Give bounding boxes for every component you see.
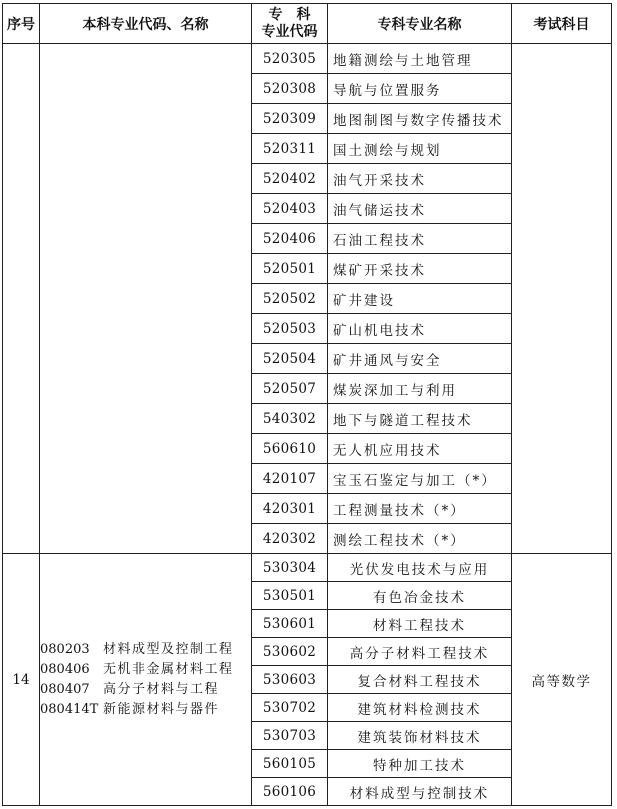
bachelor-major — [40, 700, 251, 720]
name-cell: 材料成型与控制技术 — [328, 778, 512, 806]
code-cell: 520503 — [252, 314, 328, 344]
name-cell: 矿山机电技术 — [328, 314, 512, 344]
code-cell: 520502 — [252, 284, 328, 314]
header-code-bottom: 专业代码 — [261, 23, 318, 40]
code-cell: 420107 — [252, 464, 328, 494]
code-cell: 520406 — [252, 224, 328, 254]
code-cell: 520309 — [252, 104, 328, 134]
code-cell: 520308 — [252, 74, 328, 104]
header-bachelor: 本科专业代码、名称 — [40, 4, 252, 44]
name-cell: 高分子材料工程技术 — [328, 638, 512, 666]
name-cell: 特种加工技术 — [328, 750, 512, 778]
name-cell: 煤炭深加工与利用 — [328, 374, 512, 404]
code-cell: 520403 — [252, 194, 328, 224]
group2-seq-cell: 14 — [3, 554, 40, 806]
bachelor-name: 无机非金属材料工程 — [103, 661, 234, 677]
bachelor-name: 高分子材料与工程 — [103, 681, 220, 697]
code-cell: 530601 — [252, 610, 328, 638]
code-cell: 520305 — [252, 44, 328, 74]
bachelor-code: 080414T — [40, 701, 99, 717]
name-cell: 宝玉石鉴定与加工（*） — [328, 464, 512, 494]
group1-body — [3, 44, 612, 554]
exam-subject-cell: 高等数学 — [512, 554, 612, 806]
group2-body — [3, 554, 612, 806]
name-cell: 工程测量技术（*） — [328, 494, 512, 524]
code-cell: 530501 — [252, 582, 328, 610]
bachelor-major — [40, 680, 251, 700]
name-cell: 光伏发电技术与应用 — [328, 554, 512, 582]
bachelor-name: 新能源材料与器件 — [103, 701, 220, 717]
bachelor-code: 080203 — [40, 641, 90, 657]
name-cell: 矿井建设 — [328, 284, 512, 314]
name-cell: 无人机应用技术 — [328, 434, 512, 464]
code-cell: 540302 — [252, 404, 328, 434]
code-cell: 530304 — [252, 554, 328, 582]
name-cell: 油气储运技术 — [328, 194, 512, 224]
bachelor-name: 材料成型及控制工程 — [103, 641, 234, 657]
bachelor-code: 080407 — [40, 681, 90, 697]
code-cell: 560610 — [252, 434, 328, 464]
code-cell: 530702 — [252, 694, 328, 722]
table-row — [3, 44, 612, 74]
name-cell: 建筑材料检测技术 — [328, 694, 512, 722]
header-row — [3, 4, 612, 44]
header-code-top: 专 科 — [268, 6, 311, 23]
group2-bachelor-cell — [40, 554, 252, 806]
group1-bachelor-cell — [40, 44, 252, 554]
name-cell: 油气开采技术 — [328, 164, 512, 194]
header-exam: 考试科目 — [512, 4, 612, 44]
code-cell: 560105 — [252, 750, 328, 778]
name-cell: 材料工程技术 — [328, 610, 512, 638]
code-cell: 520507 — [252, 374, 328, 404]
code-cell: 520501 — [252, 254, 328, 284]
bachelor-major — [40, 640, 251, 660]
name-cell: 矿井通风与安全 — [328, 344, 512, 374]
group1-exam-cell — [512, 44, 612, 554]
code-cell: 420302 — [252, 524, 328, 554]
code-cell: 530602 — [252, 638, 328, 666]
name-cell: 地籍测绘与土地管理 — [328, 44, 512, 74]
name-cell: 地下与隧道工程技术 — [328, 404, 512, 434]
code-cell: 530603 — [252, 666, 328, 694]
name-cell: 煤矿开采技术 — [328, 254, 512, 284]
table-row — [3, 554, 612, 582]
code-cell: 520504 — [252, 344, 328, 374]
group1-seq-cell — [3, 44, 40, 554]
code-cell: 520402 — [252, 164, 328, 194]
header-code — [252, 4, 328, 44]
name-cell: 国土测绘与规划 — [328, 134, 512, 164]
name-cell: 建筑装饰材料技术 — [328, 722, 512, 750]
name-cell: 石油工程技术 — [328, 224, 512, 254]
bachelor-code: 080406 — [40, 661, 90, 677]
code-cell: 560106 — [252, 778, 328, 806]
name-cell: 有色冶金技术 — [328, 582, 512, 610]
code-cell: 530703 — [252, 722, 328, 750]
name-cell: 复合材料工程技术 — [328, 666, 512, 694]
code-cell: 420301 — [252, 494, 328, 524]
code-cell: 520311 — [252, 134, 328, 164]
header-seq: 序号 — [3, 4, 40, 44]
name-cell: 地图制图与数字传播技术 — [328, 104, 512, 134]
name-cell: 测绘工程技术（*） — [328, 524, 512, 554]
major-table — [2, 3, 612, 806]
header-name: 专科专业名称 — [328, 4, 512, 44]
name-cell: 导航与位置服务 — [328, 74, 512, 104]
bachelor-major — [40, 660, 251, 680]
